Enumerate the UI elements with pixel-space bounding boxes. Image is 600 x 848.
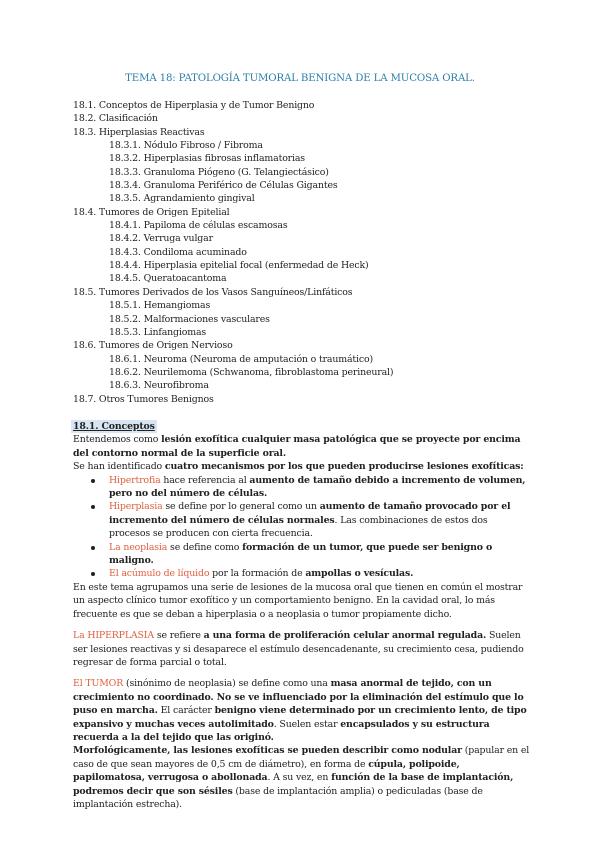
paragraph-hyperplasia <box>73 629 531 669</box>
bold-run: cuatro mecanismos por los que pueden producirse lesiones exofíticas: <box>164 461 524 473</box>
page-title: TEMA 18: PATOLOGÍA TUMORAL BENIGNA DE LA MUCOSA ORAL. <box>125 73 475 84</box>
text-run: (base de implantación amplia) o pediculadas (base de implantación estrecha). <box>73 785 483 810</box>
text-run: se define por lo general como un <box>162 501 320 513</box>
toc-subitem: 18.3.4. Granuloma Periférico de Células Gigantes <box>109 180 338 192</box>
bold-run: lesión exofítica cualquier masa patológica que se proyecte por encima del contorno normal de la superficie oral. <box>73 434 521 459</box>
highlight-term: La neoplasia <box>109 541 168 553</box>
text-run: El carácter <box>157 705 215 717</box>
text-run: . Las combinaciones de estos dos procesos se producen con cierta frecuencia. <box>109 514 488 540</box>
bold-run: formación de un tumor, que puede ser benigno o maligno. <box>109 541 493 567</box>
text-run: por la formación de <box>209 568 306 580</box>
paragraph-morphology <box>73 744 531 811</box>
toc-subitem: 18.6.3. Neurofibroma <box>109 380 209 392</box>
toc-subitem: 18.3.3. Granuloma Piógeno (G. Telangiectásico) <box>109 166 329 178</box>
list-item <box>95 541 531 568</box>
paragraph-tumor <box>73 677 531 744</box>
paragraph-overview: En este tema agrupamos una serie de lesiones de la mucosa oral que tienen en común el mostrar un aspecto clínico tumor exofítico y un comportamiento benigno. En la cavidad oral, lo más frecuente es que se deban a hiperplasia o a neoplasia o tumor propiamente dicho. <box>73 581 523 620</box>
toc-item: 18.4. Tumores de Origen Epitelial <box>73 206 230 218</box>
toc-subitem: 18.4.2. Verruga vulgar <box>109 233 213 245</box>
mechanisms-list <box>73 474 531 581</box>
highlight-term: La HIPERPLASIA <box>73 630 154 642</box>
toc-item: 18.1. Conceptos de Hiperplasia y de Tumor Benigno <box>73 100 315 111</box>
toc-item: 18.5. Tumores Derivados de los Vasos Sanguíneos/Linfáticos <box>73 286 353 298</box>
toc-subitem: 18.4.1. Papiloma de células escamosas <box>109 220 288 232</box>
paragraph-gap <box>73 669 531 677</box>
toc-subitem: 18.4.3. Condiloma acuminado <box>109 246 247 258</box>
text-run: se define como <box>167 541 243 553</box>
bold-run: función de la base de implantación, podremos decir que son sésiles <box>73 772 514 797</box>
highlight-term: Hipertrofia <box>109 474 161 486</box>
toc-subitem: 18.3.2. Hiperplasias fibrosas inflamatorias <box>109 153 305 165</box>
bold-run: ampollas o vesículas. <box>305 568 414 580</box>
list-item <box>95 500 531 540</box>
highlight-term: El TUMOR <box>73 678 124 690</box>
highlight-term: El acúmulo de líquido <box>109 568 210 580</box>
bold-run: benigno viene determinado por un crecimiento lento, de tipo expansivo y muchas veces autolimitado <box>73 705 527 730</box>
toc-item: 18.2. Clasificación <box>73 113 158 125</box>
bullet-icon <box>91 572 95 576</box>
section-body <box>73 420 531 811</box>
text-run: . Suelen estar <box>273 718 341 730</box>
text-run: . A su vez, en <box>267 772 332 784</box>
bullet-icon <box>91 546 95 550</box>
section-heading: 18.1. Conceptos <box>73 421 155 432</box>
bold-run: Morfológicamente, las lesiones exofíticas se pueden describir como nodular <box>73 745 462 757</box>
intro-paragraph <box>73 433 531 460</box>
toc-subitem: 18.4.5. Queratoacantoma <box>109 273 227 285</box>
toc-subitem: 18.5.1. Hemangiomas <box>109 300 211 312</box>
toc-item: 18.6. Tumores de Origen Nervioso <box>73 340 233 352</box>
toc-subitem: 18.6.1. Neuroma (Neuroma de amputación o traumático) <box>109 353 373 365</box>
text-run: hace referencia al <box>160 474 250 486</box>
bold-run: masa anormal de tejido, con un crecimiento no coordinado. No se ve influenciado por la eliminación del estímulo que lo puso en marcha. <box>73 678 524 717</box>
text-run: Se han identificado <box>73 461 165 473</box>
bold-run: a una forma de proliferación celular anormal regulada. <box>203 630 487 642</box>
bullet-icon <box>91 505 95 509</box>
toc-subitem: 18.4.4. Hiperplasia epitelial focal (enfermedad de Heck) <box>109 260 369 272</box>
paragraph-gap <box>73 621 531 629</box>
toc-subitem: 18.5.3. Linfangiomas <box>109 326 207 338</box>
list-item <box>95 474 531 501</box>
mechanisms-paragraph <box>73 460 531 473</box>
toc-item: 18.7. Otros Tumores Benignos <box>73 393 214 405</box>
bold-run: aumento de tamaño provocado por el incremento del número de células normales <box>109 501 511 526</box>
toc-item: 18.3. Hiperplasias Reactivas <box>73 126 205 138</box>
toc-subitem: 18.3.1. Nódulo Fibroso / Fibroma <box>109 140 263 152</box>
text-run: (papular en el caso de que sean mayores de 0,5 cm de diámetro), en forma de <box>73 745 530 770</box>
text-run: Entendemos como <box>73 434 162 446</box>
toc-subitem: 18.6.2. Neurilemoma (Schwanoma, fibroblastoma perineural) <box>109 366 394 378</box>
bold-run: encapsulados y su estructura recuerda a la del tejido que las originó. <box>73 718 490 743</box>
text-run: Suelen ser lesiones reactivas y si desaparece el estímulo desencadenante, su crecimiento cesa, pudiendo regresar de forma parcial o total. <box>73 630 524 668</box>
bold-run: aumento de tamaño debido a incremento de volumen, pero no del número de células. <box>109 474 526 500</box>
bullet-icon <box>91 479 95 483</box>
list-item <box>95 567 531 580</box>
highlight-term: Hiperplasia <box>109 501 163 513</box>
text-run: (sinónimo de neoplasia) se define como una <box>123 678 331 690</box>
table-of-contents <box>73 99 533 406</box>
toc-subitem: 18.3.5. Agrandamiento gingival <box>109 193 255 205</box>
toc-subitem: 18.5.2. Malformaciones vasculares <box>109 313 270 325</box>
bold-run: cúpula, polipoide, papilomatosa, verrugosa o abollonada <box>73 758 460 784</box>
text-run: se refiere <box>153 630 204 642</box>
